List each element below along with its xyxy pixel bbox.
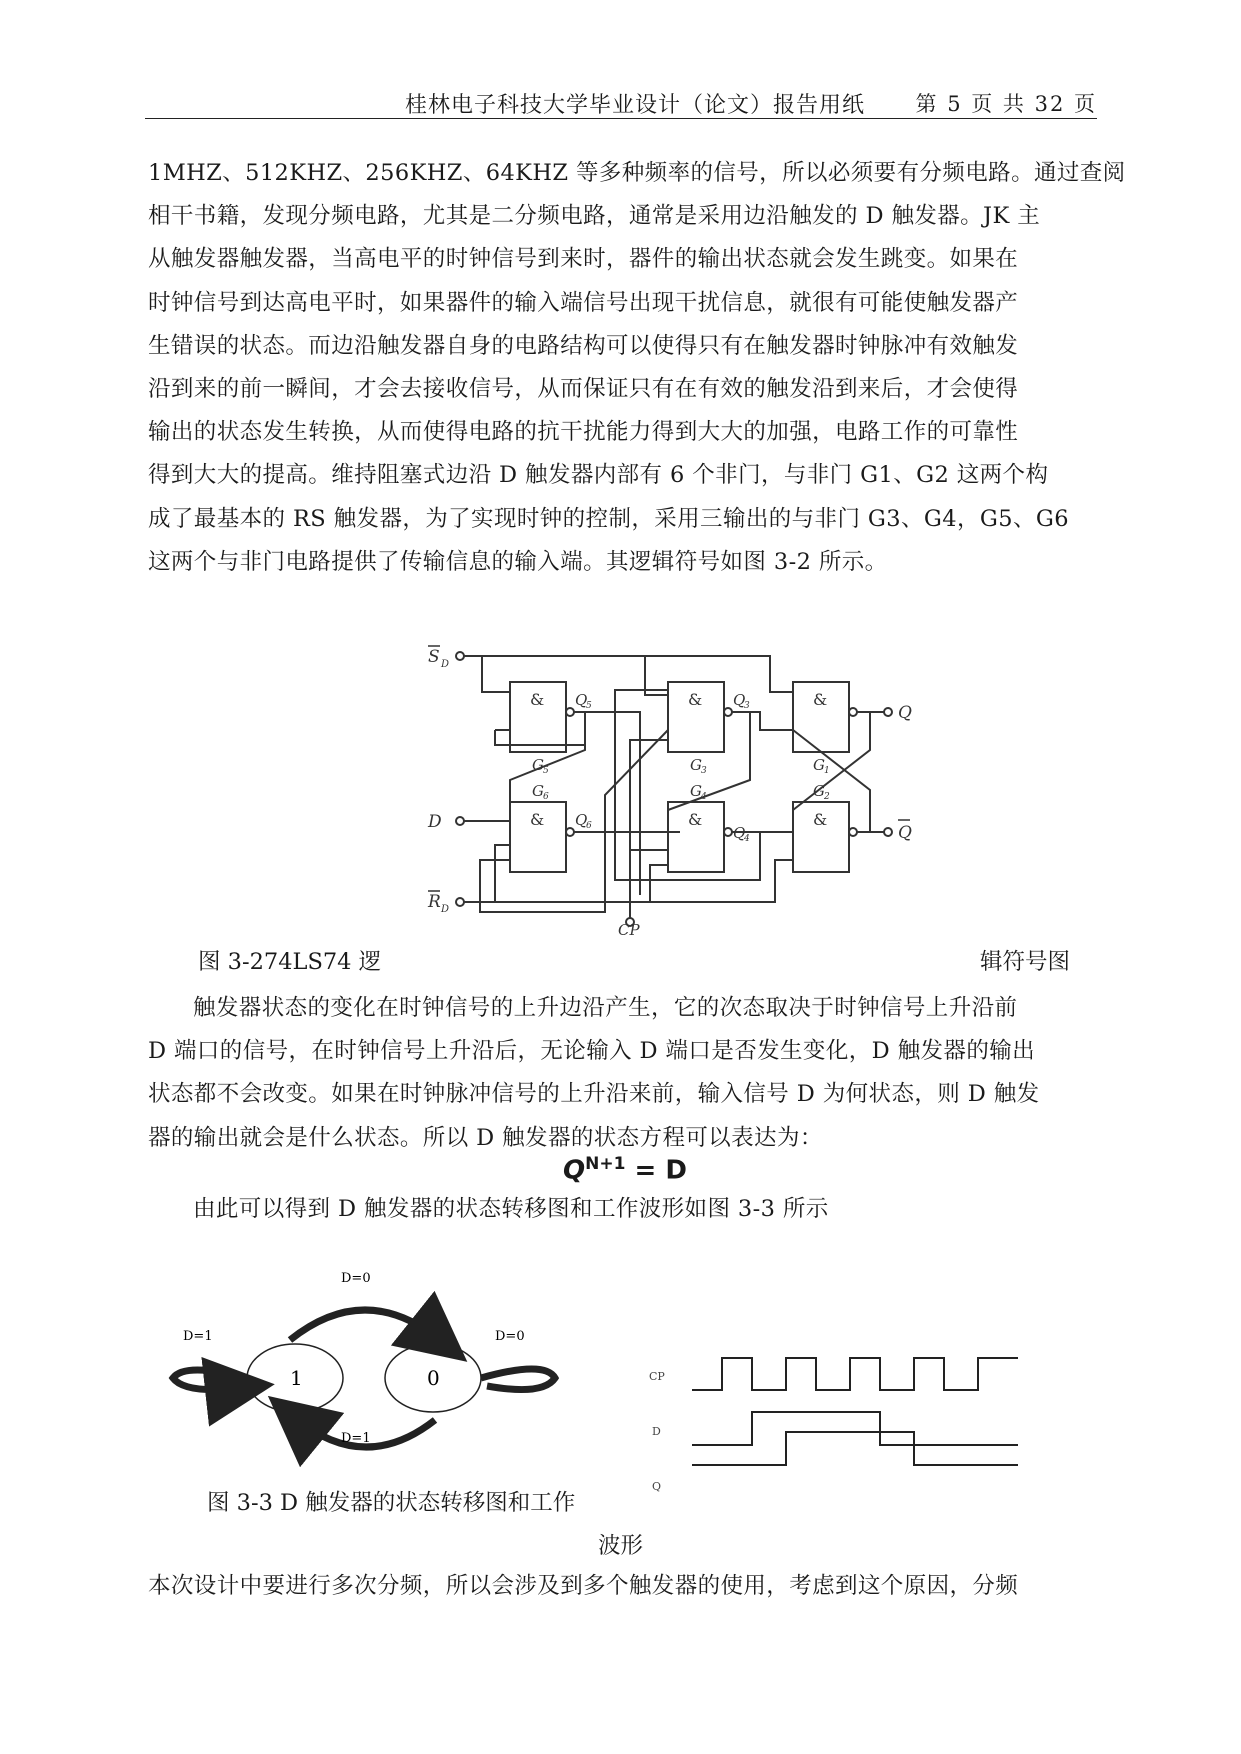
figure-3-3-caption-line2: 波形 <box>598 1533 644 1559</box>
waveform-diagram <box>640 1320 1020 1493</box>
text-line: 成了最基本的 RS 触发器，为了实现时钟的控制，采用三输出的与非门 G3、G4，G5、G6 <box>148 505 1069 532</box>
g3-label: G <box>690 756 702 774</box>
g2-label: G <box>813 782 825 800</box>
state-transition-diagram <box>165 1260 565 1470</box>
and-symbol: & <box>813 810 828 829</box>
state-equation <box>563 1154 687 1186</box>
text-line: 1MHZ、512KHZ、256KHZ、64KHZ 等多种频率的信号，所以必须要有分频电路。通过查阅 <box>148 160 1126 186</box>
and-symbol: & <box>530 810 545 829</box>
paragraph-3 <box>148 1188 1098 1231</box>
state-0-label: 0 <box>427 1366 440 1390</box>
bottom-transition-label: D=1 <box>341 1431 371 1446</box>
rd-sub: D <box>441 904 450 915</box>
svg-text:5: 5 <box>543 766 549 776</box>
svg-text:2: 2 <box>824 792 830 802</box>
g5-label: G <box>532 756 544 774</box>
right-transition-label: D=0 <box>495 1329 525 1344</box>
q-waveform <box>692 1432 1018 1465</box>
text-line: 时钟信号到达高电平时，如果器件的输入端信号出现干扰信息，就很有可能使触发器产 <box>148 289 1019 316</box>
q5-label: Q <box>575 691 588 709</box>
text-line: 这两个与非门电路提供了传输信息的输入端。其逻辑符号如图 3-2 所示。 <box>148 548 888 575</box>
text-line: 沿到来的前一瞬间，才会去接收信号，从而保证只有在有效的触发沿到来后，才会使得 <box>148 375 1019 402</box>
header-title: 桂林电子科技大学毕业设计（论文）报告用纸 <box>405 93 866 118</box>
equation-lhs: Q <box>563 1155 586 1186</box>
rd-label: R <box>428 892 441 912</box>
text-line: 输出的状态发生转换，从而使得电路的抗干扰能力得到大大的加强，电路工作的可靠性 <box>148 419 1019 446</box>
paragraph-1 <box>148 152 1126 584</box>
page-header <box>145 84 1097 119</box>
svg-text:6: 6 <box>586 821 592 831</box>
and-symbol: & <box>530 690 545 709</box>
paragraph-2 <box>148 987 1098 1160</box>
q4-label: Q <box>733 824 746 842</box>
left-transition-label: D=1 <box>183 1329 213 1344</box>
and-symbol: & <box>813 690 828 709</box>
text-line: 生错误的状态。而边沿触发器自身的电路结构可以使得只有在触发器时钟脉冲有效触发 <box>148 332 1019 359</box>
d-label: D <box>428 812 442 832</box>
qbar-output-label: Q <box>898 823 912 843</box>
cp-label: CP <box>618 921 640 939</box>
text-line: 从触发器触发器，当高电平的时钟信号到来时，器件的输出状态就会发生跳变。如果在 <box>148 246 1019 273</box>
q6-label: Q <box>575 811 588 829</box>
text-line: D 端口的信号，在时钟信号上升沿后，无论输入 D 端口是否发生变化，D 触发器的输出 <box>148 1038 1036 1065</box>
g4-label: G <box>690 782 702 800</box>
svg-text:3: 3 <box>701 766 707 776</box>
figure-caption-left: 图 3-274LS74 逻 <box>198 949 382 975</box>
text-line: 得到大大的提高。维持阻塞式边沿 D 触发器内部有 6 个非门，与非门 G1、G2 这两个构 <box>148 462 1049 489</box>
text-line: 器的输出就会是什么状态。所以 D 触发器的状态方程可以表达为： <box>148 1124 823 1151</box>
text-line: 状态都不会改变。如果在时钟脉冲信号的上升沿来前，输入信号 D 为何状态，则 D 触发 <box>148 1081 1040 1108</box>
equation-superscript: N+1 <box>585 1154 626 1174</box>
waveform-d-label: D <box>652 1425 661 1438</box>
text-line: 相干书籍，发现分频电路，尤其是二分频电路，通常是采用边沿触发的 D 触发器。JK 主 <box>148 203 1041 230</box>
text-line: 由此可以得到 D 触发器的状态转移图和工作波形如图 3-3 所示 <box>193 1196 829 1222</box>
g6-label: G <box>532 782 544 800</box>
svg-text:4: 4 <box>701 792 707 802</box>
g1-label: G <box>813 756 825 774</box>
paragraph-4 <box>148 1565 1098 1608</box>
svg-text:6: 6 <box>543 792 549 802</box>
equation-rhs: = D <box>634 1155 687 1186</box>
figure-3-3-caption-line1: 图 3-3 D 触发器的状态转移图和工作 <box>207 1490 576 1516</box>
and-symbol: & <box>688 690 703 709</box>
svg-text:3: 3 <box>744 701 750 711</box>
cp-waveform <box>692 1358 1018 1390</box>
figure-caption-right: 辑符号图 <box>980 949 1071 975</box>
svg-text:4: 4 <box>744 834 750 844</box>
waveform-cp-label: CP <box>649 1370 665 1383</box>
d-waveform <box>692 1412 1018 1445</box>
top-transition-label: D=0 <box>341 1271 371 1286</box>
text-line: 触发器状态的变化在时钟信号的上升边沿产生，它的次态取决于时钟信号上升沿前 <box>193 995 1018 1021</box>
logic-diagram-figure <box>420 630 920 939</box>
q-output-label: Q <box>898 703 912 723</box>
q3-label: Q <box>733 691 746 709</box>
state-1-label: 1 <box>290 1366 303 1390</box>
sd-sub: D <box>441 659 450 670</box>
svg-text:1: 1 <box>824 766 830 776</box>
header-page-info: 第 5 页 共 32 页 <box>915 92 1097 116</box>
sd-label: S <box>428 647 440 667</box>
waveform-q-label: Q <box>652 1480 662 1493</box>
svg-text:5: 5 <box>586 701 592 711</box>
and-symbol: & <box>688 810 703 829</box>
text-line: 本次设计中要进行多次分频，所以会涉及到多个触发器的使用，考虑到这个原因，分频 <box>148 1573 1019 1599</box>
